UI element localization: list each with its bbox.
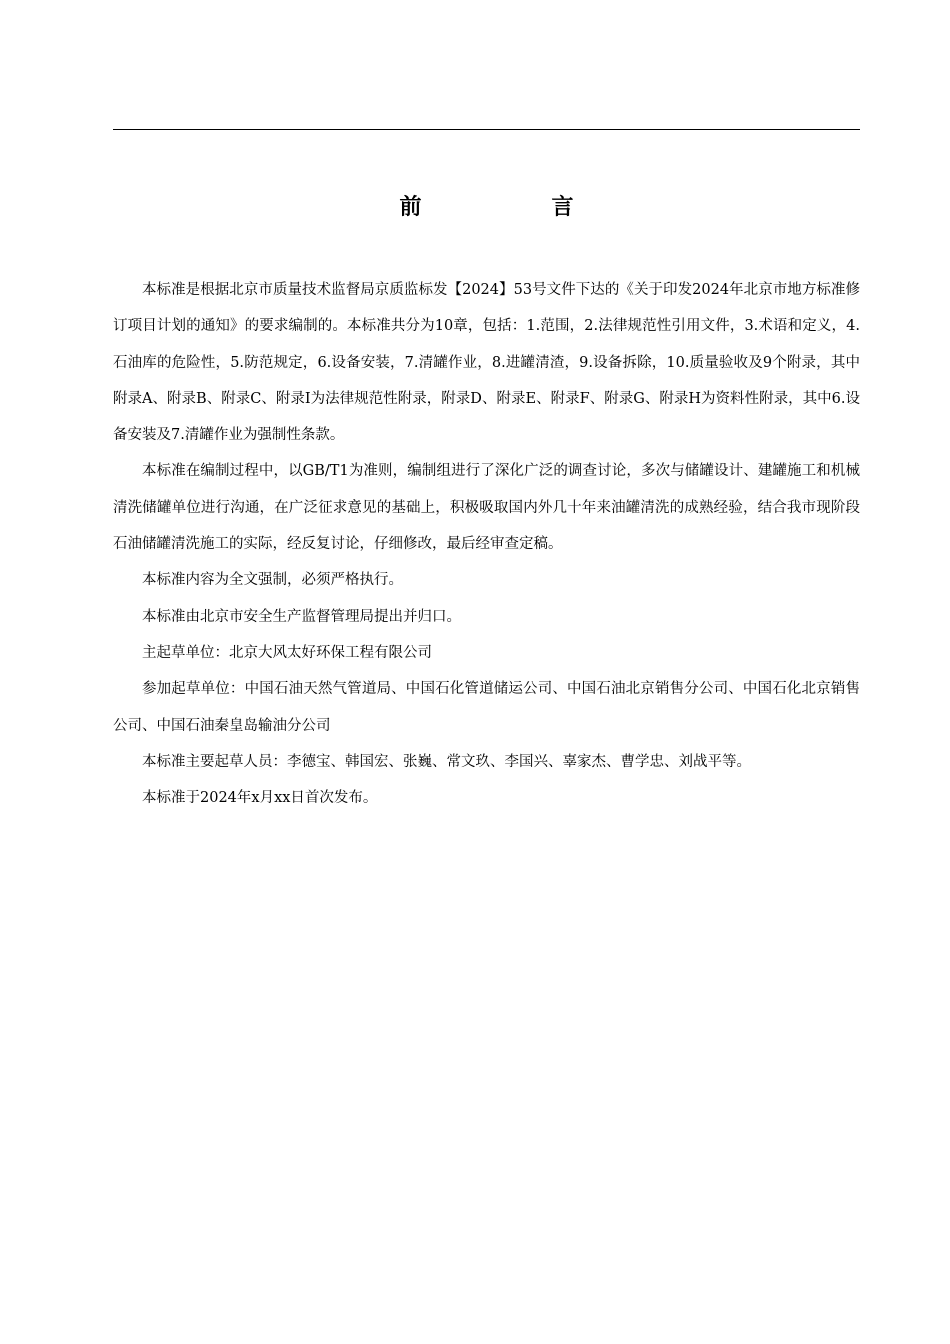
paragraph-mandatory: 本标准内容为全文强制，必须严格执行。 xyxy=(142,572,403,589)
paragraph-proposed-by: 本标准由北京市安全生产监督管理局提出并归口。 xyxy=(142,608,461,625)
page-title: 前 言 xyxy=(399,195,628,220)
paragraph-drafting-process: 本标准在编制过程中，以GB/T1为准则，编制组进行了深化广泛的调查讨论，多次与储罐设计、建罐施工和机械清洗储罐单位进行沟通，在广泛征求意见的基础上，积极吸取国内外几十年来油罐清洗的成熟经验，结合我市现阶段石油储罐清洗施工的实际，经反复讨论，仔细修改，最后经审查定稿。 xyxy=(113,463,860,553)
paragraph-standard-basis: 本标准是根据北京市质量技术监督局京质监标发【2024】53号文件下达的《关于印发2024年北京市地方标准修订项目计划的通知》的要求编制的。本标准共分为10章，包括：1.范围，2.法律规范性引用文件，3.术语和定义，4.石油库的危险性，5.防范规定，6.设备安装，7.清罐作业，8.进罐清渣，9.设备拆除，10.质量验收及9个附录，其中附录A、附录B、附录C、附录I为法律规范性附录，附录D、附录E、附录F、附录G、附录H为资料性附录，其中6.设备安装及7.清罐作业为强制性条款。 xyxy=(113,282,860,444)
foreword-body xyxy=(113,272,860,816)
paragraph-release-date: 本标准于2024年x月xx日首次发布。 xyxy=(142,790,378,807)
paragraph-drafters: 本标准主要起草人员：李德宝、韩国宏、张巍、常文玖、李国兴、辜家杰、曹学忠、刘战平等。 xyxy=(142,753,751,770)
paragraph-main-drafter: 主起草单位：北京大风太好环保工程有限公司 xyxy=(142,644,432,661)
header-rule xyxy=(113,129,860,130)
paragraph-participating-units: 参加起草单位：中国石油天然气管道局、中国石化管道储运公司、中国石油北京销售分公司、中国石化北京销售公司、中国石油秦皇岛输油分公司 xyxy=(113,681,860,734)
